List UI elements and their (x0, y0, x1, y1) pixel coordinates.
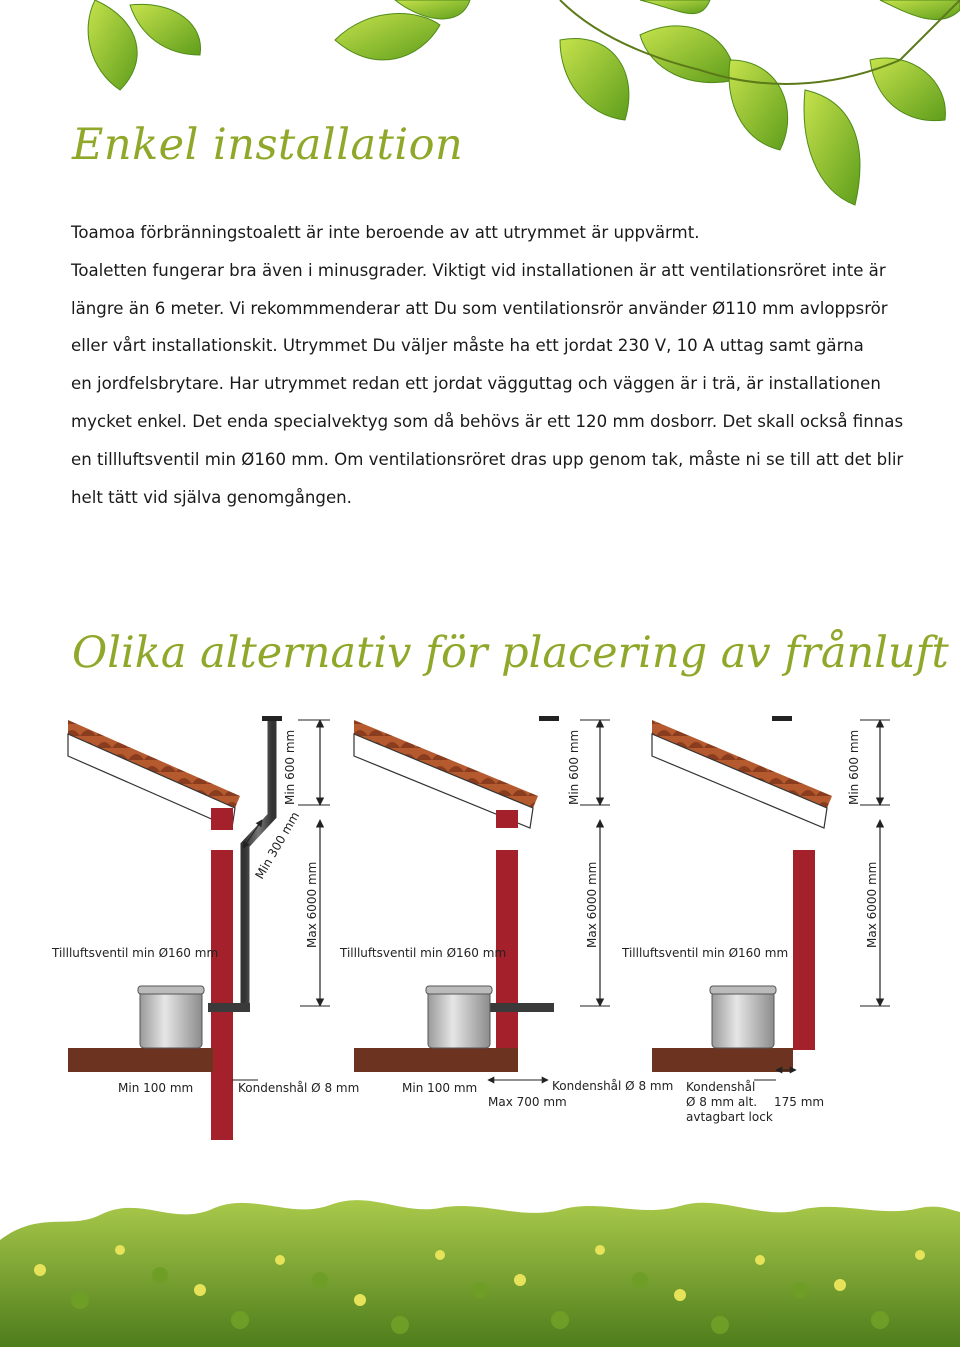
toilet-icon (710, 986, 776, 1048)
label-offset: 175 mm (774, 1095, 825, 1109)
floor (652, 1048, 793, 1072)
floor (354, 1048, 518, 1072)
label-min-floor: Min 100 mm (118, 1081, 194, 1095)
label-vent: Tillluftsventil min Ø160 mm (52, 946, 219, 960)
label-min-floor: Min 100 mm (402, 1081, 478, 1095)
paragraph-line: helt tätt vid själva genomgången. (71, 487, 352, 507)
paragraph-line: Toaletten fungerar bra även i minusgrader. Viktigt vid installationen är att ventilationsröret inte är (71, 260, 886, 280)
leaf-icon (640, 26, 735, 83)
label-drain-1: Kondenshål (686, 1080, 756, 1094)
grass-decoration-bottom (0, 1180, 960, 1347)
paragraph-line: mycket enkel. Det enda specialvektyg som då behövs är ett 120 mm dosborr. Det skall också finnas (71, 411, 904, 431)
section-subtitle: Olika alternativ för placering av frånluft (72, 628, 949, 678)
roof-board (652, 734, 827, 828)
paragraph-line: eller vårt installationskit. Utrymmet Du väljer måste ha ett jordat 230 V, 10 A uttag samt gärna (71, 336, 864, 356)
paragraph-line: en jordfelsbrytare. Har utrymmet redan ett jordat vägguttag och väggen är i trä, är installationen (71, 374, 881, 394)
label-min-bend: Min 300 mm (252, 809, 303, 882)
label-drain-3: avtagbart lock (686, 1110, 773, 1124)
toilet-icon (426, 986, 492, 1048)
diagram-2 (339, 716, 673, 1109)
leaf-icon (804, 90, 860, 205)
label-max-height: Max 6000 mm (305, 861, 319, 948)
page-title: Enkel installation (72, 120, 464, 170)
installation-diagrams (0, 700, 960, 1140)
label-max-height: Max 6000 mm (865, 861, 879, 948)
label-min-top: Min 600 mm (283, 729, 297, 805)
roof-board (68, 734, 235, 828)
label-min-top: Min 600 mm (847, 729, 861, 805)
leaf-icon (640, 0, 710, 14)
diagram-1 (51, 716, 359, 1140)
label-vent: Tillluftsventil min Ø160 mm (622, 946, 789, 960)
leaf-icon (88, 0, 137, 90)
paragraph-line: längre än 6 meter. Vi rekommmenderar att Du som ventilationsrör använder Ø110 mm avloppsrör (71, 298, 888, 318)
paragraph-line: en tillluftsventil min Ø160 mm. Om ventilationsröret dras upp genom tak, måste ni se till att det blir (71, 449, 904, 469)
wall-top (211, 808, 233, 830)
label-drain: Kondenshål Ø 8 mm (552, 1079, 674, 1093)
leaf-icon (335, 14, 440, 60)
toilet-icon (138, 986, 204, 1048)
floor (68, 1048, 213, 1072)
label-drain-2: Ø 8 mm alt. (686, 1095, 758, 1109)
label-min-top: Min 600 mm (567, 729, 581, 805)
wall (211, 850, 233, 1140)
label-max-horizontal: Max 700 mm (488, 1095, 567, 1109)
leaf-icon (560, 38, 629, 120)
label-drain: Kondenshål Ø 8 mm (238, 1081, 360, 1095)
pipe-connector (490, 1003, 554, 1012)
leaf-icon (130, 4, 201, 55)
diagram-3 (621, 716, 890, 1124)
leaf-icon (729, 60, 788, 150)
label-max-height: Max 6000 mm (585, 861, 599, 948)
diagrams-svg (0, 700, 960, 1140)
label-vent: Tillluftsventil min Ø160 mm (340, 946, 507, 960)
intro-paragraph (71, 214, 904, 516)
paragraph-line: Toamoa förbränningstoalett är inte beroende av att utrymmet är uppvärmt. (71, 223, 700, 242)
leaf-icon (880, 0, 960, 20)
wall (793, 850, 815, 1050)
pipe-connector (208, 1003, 250, 1012)
wall-top (496, 810, 518, 828)
